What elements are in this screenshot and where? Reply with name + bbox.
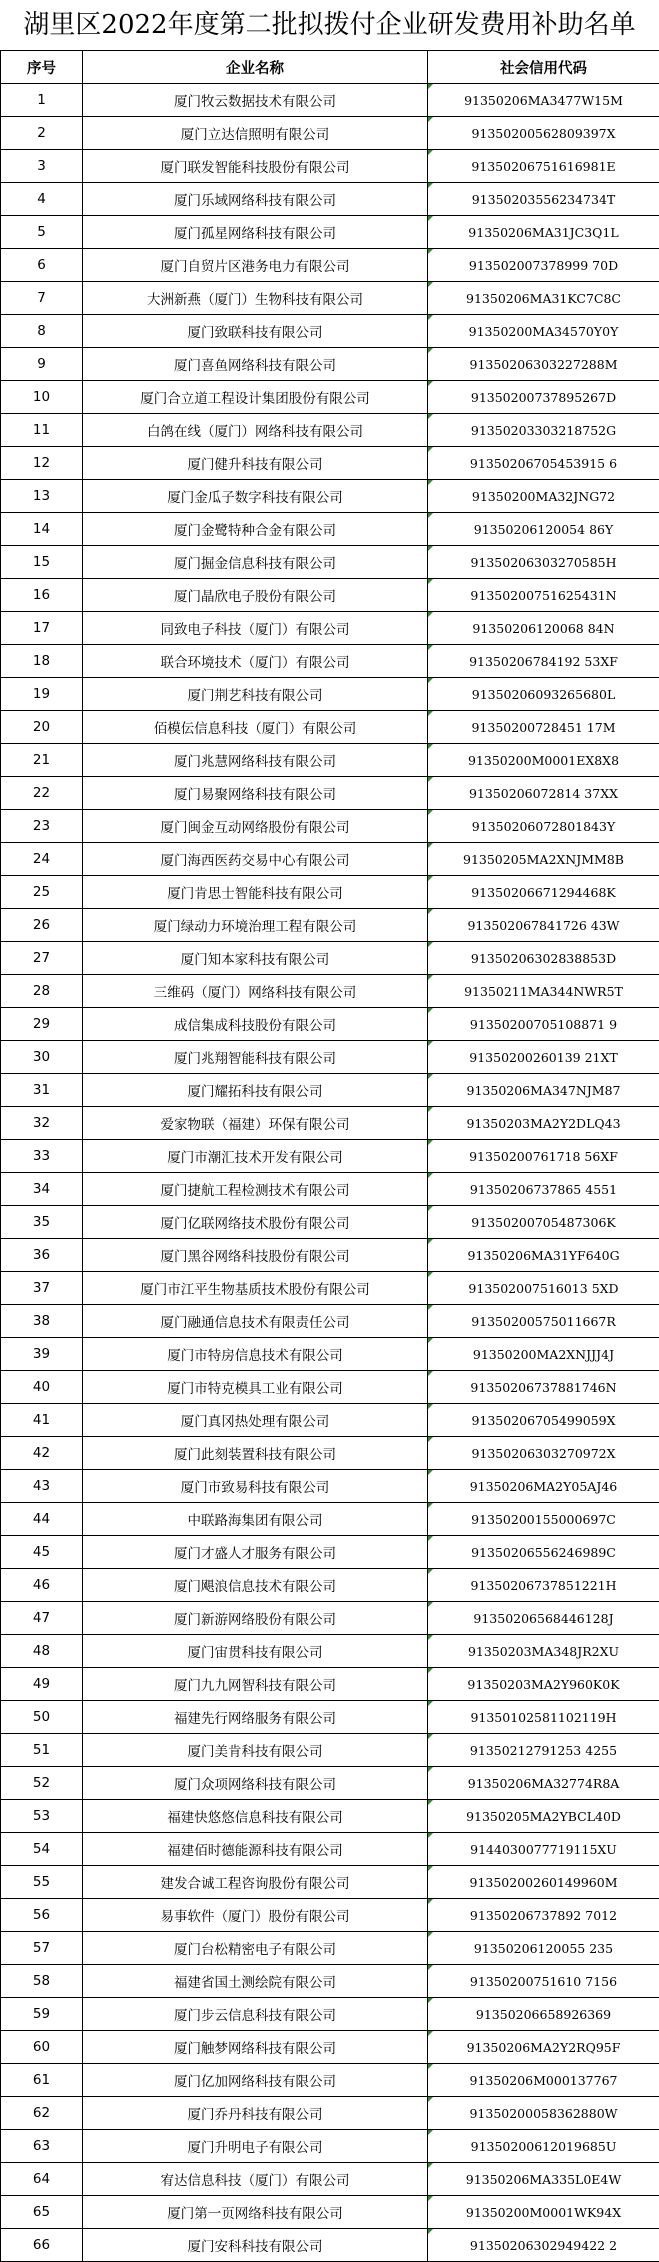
table-row [1, 942, 659, 975]
table-row [1, 1305, 659, 1338]
row-serial: 17 [1, 612, 83, 645]
row-credit-code: 91350200705108871 9 [428, 1008, 659, 1041]
row-serial: 7 [1, 282, 83, 315]
row-company-name: 三维码（厦门）网络科技有限公司 [83, 975, 428, 1008]
row-company-name: 厦门金鹭特种合金有限公司 [83, 513, 428, 546]
row-company-name: 厦门宙贯科技有限公司 [83, 1635, 428, 1668]
row-company-name: 厦门新游网络股份有限公司 [83, 1602, 428, 1635]
row-company-name: 福建快悠悠信息科技有限公司 [83, 1800, 428, 1833]
row-serial: 35 [1, 1206, 83, 1239]
row-company-name: 中联路海集团有限公司 [83, 1503, 428, 1536]
row-credit-code: 91350206303227288M [428, 348, 659, 381]
table-row [1, 249, 659, 282]
row-credit-code: 91350206303270972X [428, 1437, 659, 1470]
table-row [1, 2130, 659, 2163]
table-row [1, 2064, 659, 2097]
row-serial: 38 [1, 1305, 83, 1338]
table-row [1, 1470, 659, 1503]
row-company-name: 厦门肯思士智能科技有限公司 [83, 876, 428, 909]
table-row [1, 1701, 659, 1734]
row-credit-code: 91350200M0001WK94X [428, 2196, 659, 2229]
row-serial: 65 [1, 2196, 83, 2229]
row-company-name: 厦门兆慧网络科技有限公司 [83, 744, 428, 777]
row-serial: 51 [1, 1734, 83, 1767]
table-row [1, 579, 659, 612]
row-credit-code: 91350206737865 4551 [428, 1173, 659, 1206]
row-serial: 61 [1, 2064, 83, 2097]
row-company-name: 福建佰时德能源科技有限公司 [83, 1833, 428, 1866]
row-credit-code: 91350206671294468K [428, 876, 659, 909]
table-row [1, 645, 659, 678]
table-row [1, 1008, 659, 1041]
table-row [1, 1503, 659, 1536]
row-company-name: 厦门掘金信息科技有限公司 [83, 546, 428, 579]
table-row [1, 1734, 659, 1767]
table-row [1, 348, 659, 381]
row-company-name: 建发合诚工程咨询股份有限公司 [83, 1866, 428, 1899]
row-credit-code: 91350200728451 17M [428, 711, 659, 744]
row-company-name: 厦门晶欣电子股份有限公司 [83, 579, 428, 612]
row-credit-code: 91350206737881746N [428, 1371, 659, 1404]
table-row [1, 1404, 659, 1437]
row-credit-code: 91350206751616981E [428, 150, 659, 183]
row-company-name: 厦门真冈热处理有限公司 [83, 1404, 428, 1437]
row-serial: 66 [1, 2229, 83, 2262]
table-row [1, 876, 659, 909]
row-serial: 10 [1, 381, 83, 414]
row-company-name: 联合环境技术（厦门）有限公司 [83, 645, 428, 678]
header-serial: 序号 [1, 51, 83, 84]
row-credit-code: 91350200751610 7156 [428, 1965, 659, 1998]
table-row [1, 975, 659, 1008]
row-serial: 46 [1, 1569, 83, 1602]
row-credit-code: 91350206302949422 2 [428, 2229, 659, 2262]
row-credit-code: 913502007378999 70D [428, 249, 659, 282]
row-serial: 6 [1, 249, 83, 282]
row-serial: 40 [1, 1371, 83, 1404]
row-company-name: 厦门闽金互动网络股份有限公司 [83, 810, 428, 843]
row-credit-code: 91350200562809397X [428, 117, 659, 150]
row-company-name: 大洲新燕（厦门）生物科技有限公司 [83, 282, 428, 315]
row-serial: 16 [1, 579, 83, 612]
row-credit-code: 91350206MA31KC7C8C [428, 282, 659, 315]
row-credit-code: 91350203MA2Y960K0K [428, 1668, 659, 1701]
table-row [1, 1371, 659, 1404]
row-credit-code: 91350206M000137767 [428, 2064, 659, 2097]
table-row [1, 1074, 659, 1107]
row-serial: 41 [1, 1404, 83, 1437]
row-company-name: 厦门致联科技有限公司 [83, 315, 428, 348]
row-serial: 49 [1, 1668, 83, 1701]
row-serial: 11 [1, 414, 83, 447]
row-company-name: 厦门才盛人才服务有限公司 [83, 1536, 428, 1569]
table-row [1, 1140, 659, 1173]
row-serial: 39 [1, 1338, 83, 1371]
row-serial: 56 [1, 1899, 83, 1932]
row-credit-code: 91350200MA32JNG72 [428, 480, 659, 513]
row-credit-code: 91350206MA32774R8A [428, 1767, 659, 1800]
table-row [1, 744, 659, 777]
row-credit-code: 913502067841726 43W [428, 909, 659, 942]
table-row [1, 1602, 659, 1635]
table-row [1, 1668, 659, 1701]
row-serial: 14 [1, 513, 83, 546]
row-serial: 47 [1, 1602, 83, 1635]
row-credit-code: 91350206556246989C [428, 1536, 659, 1569]
table-row [1, 2229, 659, 2262]
row-company-name: 厦门融通信息技术有限责任公司 [83, 1305, 428, 1338]
row-credit-code: 91350203MA2Y2DLQ43 [428, 1107, 659, 1140]
row-company-name: 厦门市特房信息技术有限公司 [83, 1338, 428, 1371]
row-company-name: 厦门黑谷网络科技股份有限公司 [83, 1239, 428, 1272]
row-company-name: 厦门喜鱼网络科技有限公司 [83, 348, 428, 381]
row-company-name: 厦门飓浪信息技术有限公司 [83, 1569, 428, 1602]
table-row [1, 1899, 659, 1932]
table-row [1, 315, 659, 348]
table-row [1, 678, 659, 711]
table-row [1, 1041, 659, 1074]
row-serial: 31 [1, 1074, 83, 1107]
row-company-name: 宥达信息科技（厦门）有限公司 [83, 2163, 428, 2196]
row-credit-code: 91350206MA2Y2RQ95F [428, 2031, 659, 2064]
row-company-name: 厦门乔丹科技有限公司 [83, 2097, 428, 2130]
row-serial: 23 [1, 810, 83, 843]
table-row [1, 1833, 659, 1866]
row-serial: 33 [1, 1140, 83, 1173]
row-credit-code: 91350200M0001EX8X8 [428, 744, 659, 777]
row-company-name: 爱家物联（福建）环保有限公司 [83, 1107, 428, 1140]
row-credit-code: 91350206568446128J [428, 1602, 659, 1635]
row-serial: 30 [1, 1041, 83, 1074]
table-row [1, 1536, 659, 1569]
table-row [1, 1107, 659, 1140]
table-row [1, 2031, 659, 2064]
row-company-name: 厦门亿联网络技术股份有限公司 [83, 1206, 428, 1239]
table-row [1, 282, 659, 315]
row-serial: 64 [1, 2163, 83, 2196]
row-credit-code: 91350200MA34570Y0Y [428, 315, 659, 348]
row-serial: 36 [1, 1239, 83, 1272]
row-company-name: 厦门众项网络科技有限公司 [83, 1767, 428, 1800]
row-credit-code: 91350206737892 7012 [428, 1899, 659, 1932]
row-serial: 62 [1, 2097, 83, 2130]
row-company-name: 厦门市致易科技有限公司 [83, 1470, 428, 1503]
row-company-name: 厦门金瓜子数字科技有限公司 [83, 480, 428, 513]
row-company-name: 厦门立达信照明有限公司 [83, 117, 428, 150]
row-company-name: 厦门合立道工程设计集团股份有限公司 [83, 381, 428, 414]
row-credit-code: 91350200737895267D [428, 381, 659, 414]
row-credit-code: 91350206120055 235 [428, 1932, 659, 1965]
table-row [1, 2163, 659, 2196]
row-credit-code: 913502007516013 5XD [428, 1272, 659, 1305]
row-serial: 44 [1, 1503, 83, 1536]
row-company-name: 厦门绿动力环境治理工程有限公司 [83, 909, 428, 942]
row-credit-code: 91350200260149960M [428, 1866, 659, 1899]
row-company-name: 厦门乐域网络科技有限公司 [83, 183, 428, 216]
row-serial: 5 [1, 216, 83, 249]
row-company-name: 厦门亿加网络科技有限公司 [83, 2064, 428, 2097]
row-credit-code: 91350206072814 37XX [428, 777, 659, 810]
row-company-name: 厦门市特克模具工业有限公司 [83, 1371, 428, 1404]
row-serial: 1 [1, 84, 83, 117]
row-credit-code: 91350203556234734T [428, 183, 659, 216]
row-serial: 32 [1, 1107, 83, 1140]
row-serial: 8 [1, 315, 83, 348]
row-company-name: 同致电子科技（厦门）有限公司 [83, 612, 428, 645]
row-company-name: 厦门九九网智科技有限公司 [83, 1668, 428, 1701]
row-company-name: 厦门孤星网络科技有限公司 [83, 216, 428, 249]
row-credit-code: 91350206658926369 [428, 1998, 659, 2031]
table-row [1, 1338, 659, 1371]
row-company-name: 厦门易聚网络科技有限公司 [83, 777, 428, 810]
table-row [1, 2196, 659, 2229]
table-row [1, 612, 659, 645]
row-credit-code: 91350200612019685U [428, 2130, 659, 2163]
row-serial: 4 [1, 183, 83, 216]
row-credit-code: 91350200751625431N [428, 579, 659, 612]
row-serial: 54 [1, 1833, 83, 1866]
row-serial: 13 [1, 480, 83, 513]
table-row [1, 1272, 659, 1305]
table-row [1, 2097, 659, 2130]
row-company-name: 厦门兆翔智能科技有限公司 [83, 1041, 428, 1074]
row-company-name: 厦门健升科技有限公司 [83, 447, 428, 480]
row-company-name: 厦门市潮汇技术开发有限公司 [83, 1140, 428, 1173]
row-company-name: 白鸽在线（厦门）网络科技有限公司 [83, 414, 428, 447]
row-serial: 29 [1, 1008, 83, 1041]
row-credit-code: 91350206MA335L0E4W [428, 2163, 659, 2196]
row-serial: 57 [1, 1932, 83, 1965]
row-company-name: 厦门台松精密电子有限公司 [83, 1932, 428, 1965]
row-serial: 52 [1, 1767, 83, 1800]
row-company-name: 厦门触梦网络科技有限公司 [83, 2031, 428, 2064]
table-row [1, 909, 659, 942]
row-credit-code: 91350206302838853D [428, 942, 659, 975]
row-serial: 27 [1, 942, 83, 975]
table-row [1, 1239, 659, 1272]
table-row [1, 777, 659, 810]
row-credit-code: 91350212791253 4255 [428, 1734, 659, 1767]
row-serial: 12 [1, 447, 83, 480]
row-serial: 55 [1, 1866, 83, 1899]
row-credit-code: 91350206MA3477W15M [428, 84, 659, 117]
row-credit-code: 91350200058362880W [428, 2097, 659, 2130]
row-credit-code: 91350206120068 84N [428, 612, 659, 645]
row-credit-code: 91350206MA31YF640G [428, 1239, 659, 1272]
row-credit-code: 91350206093265680L [428, 678, 659, 711]
table-row [1, 1932, 659, 1965]
table-row [1, 84, 659, 117]
row-company-name: 厦门美肯科技有限公司 [83, 1734, 428, 1767]
table-row [1, 1767, 659, 1800]
table-row [1, 216, 659, 249]
row-company-name: 成信集成科技股份有限公司 [83, 1008, 428, 1041]
row-company-name: 佰模伝信息科技（厦门）有限公司 [83, 711, 428, 744]
row-serial: 60 [1, 2031, 83, 2064]
row-credit-code: 91350206737851221H [428, 1569, 659, 1602]
row-credit-code: 9144030077719115XU [428, 1833, 659, 1866]
row-company-name: 易事软件（厦门）股份有限公司 [83, 1899, 428, 1932]
table-body [1, 84, 659, 2262]
table-header-row [1, 51, 659, 84]
row-serial: 58 [1, 1965, 83, 1998]
row-credit-code: 91350200575011667R [428, 1305, 659, 1338]
row-credit-code: 91350206120054 86Y [428, 513, 659, 546]
row-serial: 53 [1, 1800, 83, 1833]
table-row [1, 1866, 659, 1899]
row-company-name: 厦门步云信息科技有限公司 [83, 1998, 428, 2031]
row-credit-code: 91350203303218752G [428, 414, 659, 447]
table-row [1, 810, 659, 843]
row-serial: 26 [1, 909, 83, 942]
row-serial: 20 [1, 711, 83, 744]
row-serial: 25 [1, 876, 83, 909]
row-serial: 19 [1, 678, 83, 711]
row-company-name: 厦门第一页网络科技有限公司 [83, 2196, 428, 2229]
table-row [1, 546, 659, 579]
table-row [1, 381, 659, 414]
row-credit-code: 91350206705453915 6 [428, 447, 659, 480]
row-credit-code: 91350205MA2XNJMM8B [428, 843, 659, 876]
document-title: 湖里区2022年度第二批拟拨付企业研发费用补助名单 [0, 0, 659, 50]
table-row [1, 480, 659, 513]
row-serial: 24 [1, 843, 83, 876]
table-row [1, 1635, 659, 1668]
table-row [1, 1437, 659, 1470]
row-company-name: 厦门捷航工程检测技术有限公司 [83, 1173, 428, 1206]
table-row [1, 183, 659, 216]
header-company-name: 企业名称 [83, 51, 428, 84]
row-serial: 50 [1, 1701, 83, 1734]
table-row [1, 414, 659, 447]
row-serial: 37 [1, 1272, 83, 1305]
row-credit-code: 91350206MA31JC3Q1L [428, 216, 659, 249]
row-credit-code: 91350206MA2Y05AJ46 [428, 1470, 659, 1503]
table-row [1, 150, 659, 183]
table-row [1, 1965, 659, 1998]
row-serial: 18 [1, 645, 83, 678]
row-credit-code: 91350211MA344NWR5T [428, 975, 659, 1008]
row-serial: 15 [1, 546, 83, 579]
row-company-name: 厦门牧云数据技术有限公司 [83, 84, 428, 117]
row-serial: 48 [1, 1635, 83, 1668]
subsidy-list-table [0, 50, 659, 2262]
table-row [1, 513, 659, 546]
row-credit-code: 91350206303270585H [428, 546, 659, 579]
row-serial: 43 [1, 1470, 83, 1503]
table-row [1, 1800, 659, 1833]
row-credit-code: 91350102581102119H [428, 1701, 659, 1734]
table-row [1, 447, 659, 480]
row-company-name: 厦门安科科技有限公司 [83, 2229, 428, 2262]
row-serial: 21 [1, 744, 83, 777]
row-serial: 9 [1, 348, 83, 381]
row-company-name: 厦门升明电子有限公司 [83, 2130, 428, 2163]
row-serial: 59 [1, 1998, 83, 2031]
row-company-name: 厦门自贸片区港务电力有限公司 [83, 249, 428, 282]
row-company-name: 厦门市江平生物基质技术股份有限公司 [83, 1272, 428, 1305]
row-serial: 2 [1, 117, 83, 150]
row-company-name: 厦门荆艺科技有限公司 [83, 678, 428, 711]
row-serial: 3 [1, 150, 83, 183]
row-serial: 45 [1, 1536, 83, 1569]
table-row [1, 117, 659, 150]
row-credit-code: 91350200260139 21XT [428, 1041, 659, 1074]
row-serial: 34 [1, 1173, 83, 1206]
row-credit-code: 91350206784192 53XF [428, 645, 659, 678]
row-company-name: 厦门海西医药交易中心有限公司 [83, 843, 428, 876]
table-row [1, 843, 659, 876]
row-company-name: 厦门知本家科技有限公司 [83, 942, 428, 975]
row-serial: 42 [1, 1437, 83, 1470]
row-credit-code: 91350200MA2XNJJJ4J [428, 1338, 659, 1371]
header-credit-code: 社会信用代码 [428, 51, 659, 84]
row-credit-code: 91350206705499059X [428, 1404, 659, 1437]
table-row [1, 1206, 659, 1239]
row-company-name: 福建省国土测绘院有限公司 [83, 1965, 428, 1998]
row-company-name: 厦门耀拓科技有限公司 [83, 1074, 428, 1107]
row-serial: 22 [1, 777, 83, 810]
row-credit-code: 91350206MA347NJM87 [428, 1074, 659, 1107]
row-company-name: 厦门联发智能科技股份有限公司 [83, 150, 428, 183]
row-serial: 63 [1, 2130, 83, 2163]
table-row [1, 711, 659, 744]
table-row [1, 1569, 659, 1602]
row-company-name: 厦门此刻装置科技有限公司 [83, 1437, 428, 1470]
row-company-name: 福建先行网络服务有限公司 [83, 1701, 428, 1734]
table-row [1, 1998, 659, 2031]
row-credit-code: 91350205MA2YBCL40D [428, 1800, 659, 1833]
row-credit-code: 91350200705487306K [428, 1206, 659, 1239]
row-credit-code: 91350206072801843Y [428, 810, 659, 843]
table-row [1, 1173, 659, 1206]
row-credit-code: 91350200761718 56XF [428, 1140, 659, 1173]
row-credit-code: 91350203MA348JR2XU [428, 1635, 659, 1668]
row-credit-code: 91350200155000697C [428, 1503, 659, 1536]
row-serial: 28 [1, 975, 83, 1008]
